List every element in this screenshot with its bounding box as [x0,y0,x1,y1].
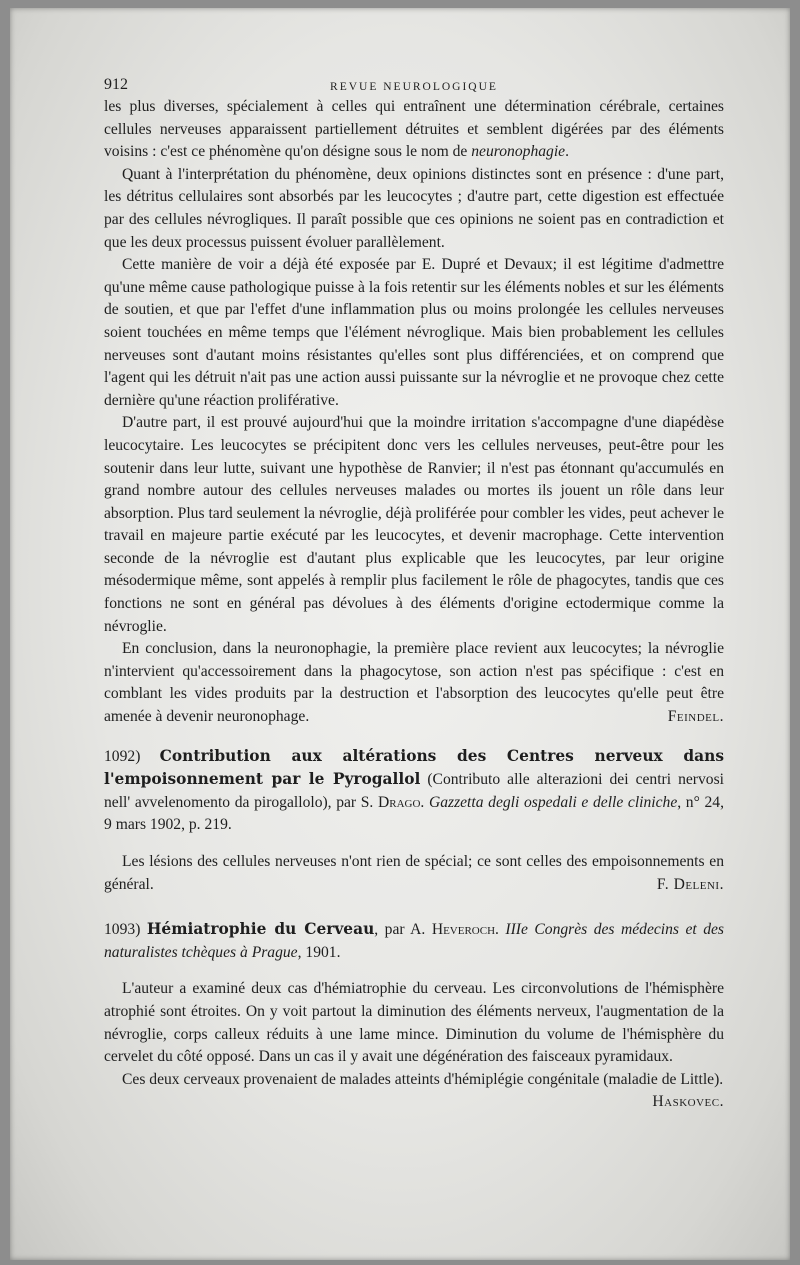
paragraph: Quant à l'interprétation du phénomène, deux opinions distinctes sont en présence : d'une part, les détritus cellulaires sont absorbés par les leucocytes ; d'autre part, cette digestion est effectuée par des cellules névrogliques. Il paraît possible que ces opinions ne soient pas en contradiction et que les deux processus puissent évoluer parallèlement. [104,165,724,251]
page-header [104,68,724,96]
citation-ref: , n° 24, 9 mars 1902, p. 219. [104,793,724,834]
signature-haskovec: Haskovec. [652,1093,724,1111]
journal-name: Gazzetta degli ospedali e delle cliniche [428,793,678,811]
paragraph: L'auteur a examiné deux cas d'hémiatrophie du cerveau. Les circonvolutions de l'hémisphère atrophié sont étroites. On y voit partout la diminution des éléments nerveux, l'augmentation de la névroglie, corps calleux réduits à une lame mince. Diminution du volume de l'hémisphère du cervelet du côté opposé. Dans un cas il y avait une dégénération des faisceaux pyramidaux. [104,980,724,1066]
paragraph: Cette manière de voir a déjà été exposée par E. Dupré et Devaux; il est légitime d'admettre qu'une même cause pathologique puisse à la fois retentir sur les éléments nobles et sur les éléments de soutien, et que par l'effet d'une inflammation plus ou moins prolongée les cellules nerveuses soient touchées en même temps que l'élément névroglique. Mais bien probablement les cellules nerveuses sont d'autant moins résistantes qu'elles sont plus différenciées, et on comprend que l'agent qui les détruit n'ait pas une action aussi puissante sur la névroglie et ne provoque chez cette dernière qu'une réaction proliférative. [104,256,724,409]
entry-1092: 1092) Contribution aux altérations des Centres nerveux dans l'empoisonnement par le Pyrogallol (Contributo alle alterazioni dei centri nervosi nell' avvelenomento da pirogallolo), par S. Drago. Gazzetta degli ospedali e delle cliniche, n° 24, 9 mars 1902, p. 219. [104,746,724,834]
entry-1093: 1093) Hémiatrophie du Cerveau, par A. Heveroch. IIIe Congrès des médecins et des naturalistes tchèques à Prague, 1901. [104,920,724,961]
author-name: Heveroch [431,921,496,939]
entry-title: Contribution aux altérations des Centres nerveux dans l'empoisonnement par le Pyrogallol [104,746,724,789]
paragraph: Ces deux cerveaux provenaient de malades atteints d'hémiplégie congénitale (maladie de Little). Haskovec. [104,1069,724,1092]
entry-title: Hémiatrophie du Cerveau [146,920,375,939]
signature-deleni: F. Deleni. [656,875,724,893]
page-number: 912 [104,76,128,93]
signature-feindel: Feindel. [667,708,724,726]
page-content [104,68,724,1114]
running-title: REVUE NEUROLOGIQUE [330,81,498,93]
paragraph: D'autre part, il est prouvé aujourd'hui que la moindre irritation s'accompagne d'une diapédèse leucocytaire. Les leucocytes se précipitent donc vers les cellules nerveuses, peut-être pour les soutenir dans leur lutte, suivant une hypothèse de Ranvier; il n'est pas étonnant qu'accumulés en grand nombre autour des cellules nerveuses malades ou mortes ils jouent un rôle dans leur absorption. Plus tard seulement la névroglie, déjà proliférée pour combler les vides, peut achever le travail en majeure partie exécuté par les leucocytes, et devenir macrophage. Cette intervention seconde de la névroglie est d'autant plus explicable que les leucocytes, par leur origine mésodermique même, sont appelés à remplir plus facilement le rôle de phagocytes, tandis que ces fonctions ne sont en général pas dévolues à des éléments d'origine ectodermique comme la névroglie. [104,414,724,635]
entry-number: 1092) [104,747,141,765]
paragraph-continuation: les plus diverses, spécialement à celles qui entraînent une détermination cérébrale, certaines cellules nerveuses apparaissent partiellement détruites et semblent digérées par des éléments voisins : c'est ce phénomène qu'on désigne sous le nom de neuronophagie. [104,98,724,161]
congress-name: IIIe Congrès des médecins et des naturalistes tchèques à Prague [104,921,724,961]
paragraph: En conclusion, dans la neuronophagie, la première place revient aux leucocytes; la névroglie n'intervient qu'accessoirement dans la phagocytose, son action n'est pas spécifique : c'est en comblant les vides produits par la destruction et l'absorption des leucocytes qu'elle peut être amenée à devenir neuronophage. Feindel. [104,638,724,728]
author-name: Drago [377,793,421,811]
paragraph: Les lésions des cellules nerveuses n'ont rien de spécial; ce sont celles des empoisonnements en général. F. Deleni. [104,851,724,896]
original-title: (Contributo alle alterazioni dei centri nervosi nell' avvelenomento da pirogallolo), par S. [104,771,724,811]
citation-ref: , 1901. [297,943,341,961]
scanned-page [10,8,790,1260]
entry-number: 1093) [104,921,141,939]
term-neuronophagie: neuronophagie [471,143,566,161]
